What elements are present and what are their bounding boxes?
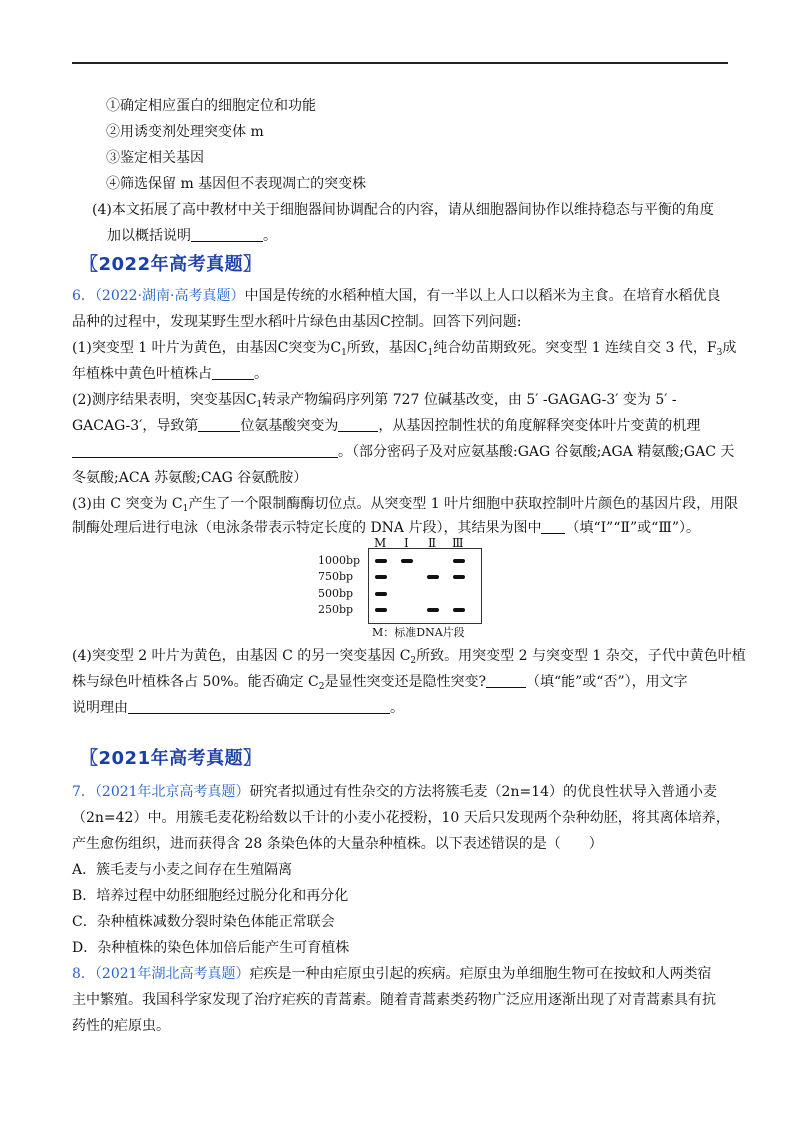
q8-stem-line1: [72, 964, 712, 984]
subscript: 2: [318, 682, 325, 692]
q6-stem-text: 中国是传统的水稻种植大国，有一半以上人口以稻米为主食。在培育水稻优良: [244, 288, 721, 304]
text: 。: [254, 366, 268, 382]
bp-label-250: 250bp: [318, 603, 354, 616]
bp-label-1000: 1000bp: [318, 554, 361, 567]
q6-part4-line3: [72, 698, 404, 718]
q7-option-d[interactable]: D．杂种植株的染色体加倍后能产生可育植株: [72, 940, 350, 956]
band-1-1000: [401, 559, 413, 563]
band-3-1000: [453, 559, 465, 563]
q8-stem-text: 疟疾是一种由疟原虫引起的疾病。疟原虫为单细胞生物可在按蚊和人两类宿: [249, 966, 712, 982]
subscript: 3: [716, 348, 723, 358]
bp-label-500: 500bp: [318, 587, 354, 600]
q8-stem-line3: 药性的疟原虫。: [72, 1018, 170, 1034]
text: (3)由 C 突变为 C: [72, 496, 183, 512]
gel-caption: M：标准DNA片段: [372, 626, 465, 639]
q5-part4-end: 。: [263, 228, 277, 244]
text: 说明理由: [72, 700, 128, 716]
q5-step-2: ②用诱变剂处理突变体 m: [106, 124, 264, 140]
text: 位氨基酸突变为: [240, 418, 339, 434]
text: 转录产物编码序列第 727 位碱基改变，由 5′ -GAGAG-3′ 变为 5′ -: [262, 392, 677, 408]
band-3-250: [453, 608, 465, 612]
q7-stem-line2: （2n=42）中。用簇毛麦花粉给数以千计的小麦小花授粉，10 天后只发现两个杂种幼胚，将其离体培养，: [72, 810, 730, 826]
answer-blank[interactable]: [198, 417, 240, 432]
q5-step-1: ①确定相应蛋白的细胞定位和功能: [106, 98, 316, 114]
q8-source: （2021年湖北高考真题）: [94, 966, 250, 982]
subscript: 1: [341, 348, 347, 358]
text: GACAG-3′，导致第: [72, 418, 199, 434]
q7-number: 7．: [72, 784, 95, 800]
q7-option-c[interactable]: C．杂种植株减数分裂时染色体能正常联会: [72, 914, 335, 930]
subscript: 1: [427, 348, 434, 358]
band-m-250: [375, 608, 387, 612]
gel-electrophoresis-figure: [318, 536, 482, 639]
text: 是显性突变还是隐性突变?: [324, 674, 486, 690]
q6-source: （2022·湖南·高考真题）: [94, 288, 245, 304]
answer-blank[interactable]: [128, 699, 390, 714]
q5-part4-line1: (4)本文拓展了高中教材中关于细胞器间协调配合的内容，请从细胞器间协作以维持稳态与平衡的角度: [92, 202, 714, 218]
text: （填“能”或“否”），用文字: [525, 674, 688, 690]
q6-part1-line2: [72, 364, 268, 384]
q7-option-a[interactable]: A．簇毛麦与小麦之间存在生殖隔离: [72, 862, 293, 878]
q8-stem-line2: 主中繁殖。我国科学家发现了治疗疟疾的青蒿素。随着青蒿素类药物广泛应用逐渐出现了对青蒿素具有抗: [72, 992, 716, 1008]
q7-option-b[interactable]: B．培养过程中幼胚细胞经过脱分化和再分化: [72, 888, 349, 904]
text: 制酶处理后进行电泳（电泳条带表示特定长度的 DNA 片段），其结果为图中: [72, 520, 542, 536]
text: 株与绿色叶植株各占 50%。能否确定 C: [72, 674, 319, 690]
answer-blank[interactable]: [486, 673, 526, 688]
q6-stem-line1: [72, 286, 720, 306]
text: 。: [390, 700, 404, 716]
gel-frame: [368, 548, 482, 624]
text: 所致，基因C: [346, 340, 428, 356]
section-title-2022: 〖2022年高考真题〗: [80, 254, 262, 275]
band-3-750: [453, 575, 465, 579]
q6-part4-line1: [72, 646, 746, 666]
answer-blank[interactable]: [541, 519, 565, 534]
text: 成: [722, 340, 737, 356]
q5-part4-line2: [107, 226, 277, 246]
q7-source: （2021年北京高考真题）: [94, 784, 250, 800]
q6-part4-line2: [72, 672, 688, 692]
q6-part3-line1: [72, 494, 738, 514]
text: 所致。用突变型 2 与突变型 1 杂交，子代中黄色叶植: [416, 648, 746, 664]
band-m-750: [375, 575, 387, 579]
q5-step-3: ③鉴定相关基因: [106, 150, 204, 166]
q6-part2-line4: 冬氨酸;ACA 苏氨酸;CAG 谷氨酰胺）: [72, 470, 308, 486]
q6-part1-line1: [72, 338, 736, 358]
lane-label-2: Ⅱ: [428, 536, 437, 550]
text: 纯合幼苗期致死。突变型 1 连续自交 3 代，F: [433, 340, 717, 356]
band-m-1000: [375, 559, 387, 563]
answer-blank[interactable]: [72, 443, 338, 458]
q6-number: 6．: [72, 288, 95, 304]
band-m-500: [375, 592, 387, 596]
q6-part3-line2: [72, 518, 700, 538]
text: (4)突变型 2 叶片为黄色，由基因 C 的另一突变基因 C: [72, 648, 411, 664]
subscript: 2: [410, 656, 417, 666]
header-rule: [72, 62, 728, 64]
answer-blank[interactable]: [338, 417, 378, 432]
text: 年植株中黄色叶植株占: [72, 366, 212, 382]
text: 。（部分密码子及对应氨基酸:GAG 谷氨酸;AGA 精氨酸;GAC 天: [338, 444, 735, 460]
text: ，从基因控制性状的角度解释突变体叶片变黄的机理: [378, 418, 701, 434]
section-title-2021: 〖2021年高考真题〗: [80, 748, 262, 769]
band-2-250: [427, 608, 439, 612]
q8-number: 8．: [72, 966, 95, 982]
q5-part4-text: 加以概括说明: [107, 228, 191, 244]
q6-stem-line2: 品种的过程中，发现某野生型水稻叶片绿色由基因C控制。回答下列问题:: [72, 314, 522, 330]
bp-label-750: 750bp: [318, 570, 354, 583]
q7-stem-line1: [72, 782, 717, 802]
answer-blank[interactable]: [191, 227, 263, 242]
band-2-750: [427, 575, 439, 579]
lane-label-1: Ⅰ: [404, 536, 409, 550]
text: (1)突变型 1 叶片为黄色，由基因C突变为C: [72, 340, 342, 356]
subscript: 1: [256, 400, 263, 410]
text: (2)测序结果表明，突变基因C: [72, 392, 257, 408]
lane-label-3: Ⅲ: [452, 536, 464, 550]
answer-blank[interactable]: [212, 365, 254, 380]
q6-part2-line3: [72, 442, 734, 462]
lane-label-m: M: [374, 536, 387, 550]
q6-part2-line2: [72, 416, 700, 436]
q7-stem-line3: 产生愈伤组织，进而获得含 28 条染色体的大量杂种植株。以下表述错误的是（ ）: [72, 836, 603, 852]
q5-step-4: ④筛选保留 m 基因但不表现凋亡的突变株: [106, 176, 367, 192]
subscript: 1: [182, 504, 189, 514]
q7-stem-text: 研究者拟通过有性杂交的方法将簇毛麦（2n=14）的优良性状导入普通小麦: [249, 784, 718, 800]
q6-part2-line1: [72, 390, 677, 410]
text: 产生了一个限制酶酶切位点。从突变型 1 叶片细胞中获取控制叶片颜色的基因片段，用限: [188, 496, 739, 512]
text: （填“Ⅰ”“Ⅱ”或“Ⅲ”）。: [565, 520, 700, 536]
